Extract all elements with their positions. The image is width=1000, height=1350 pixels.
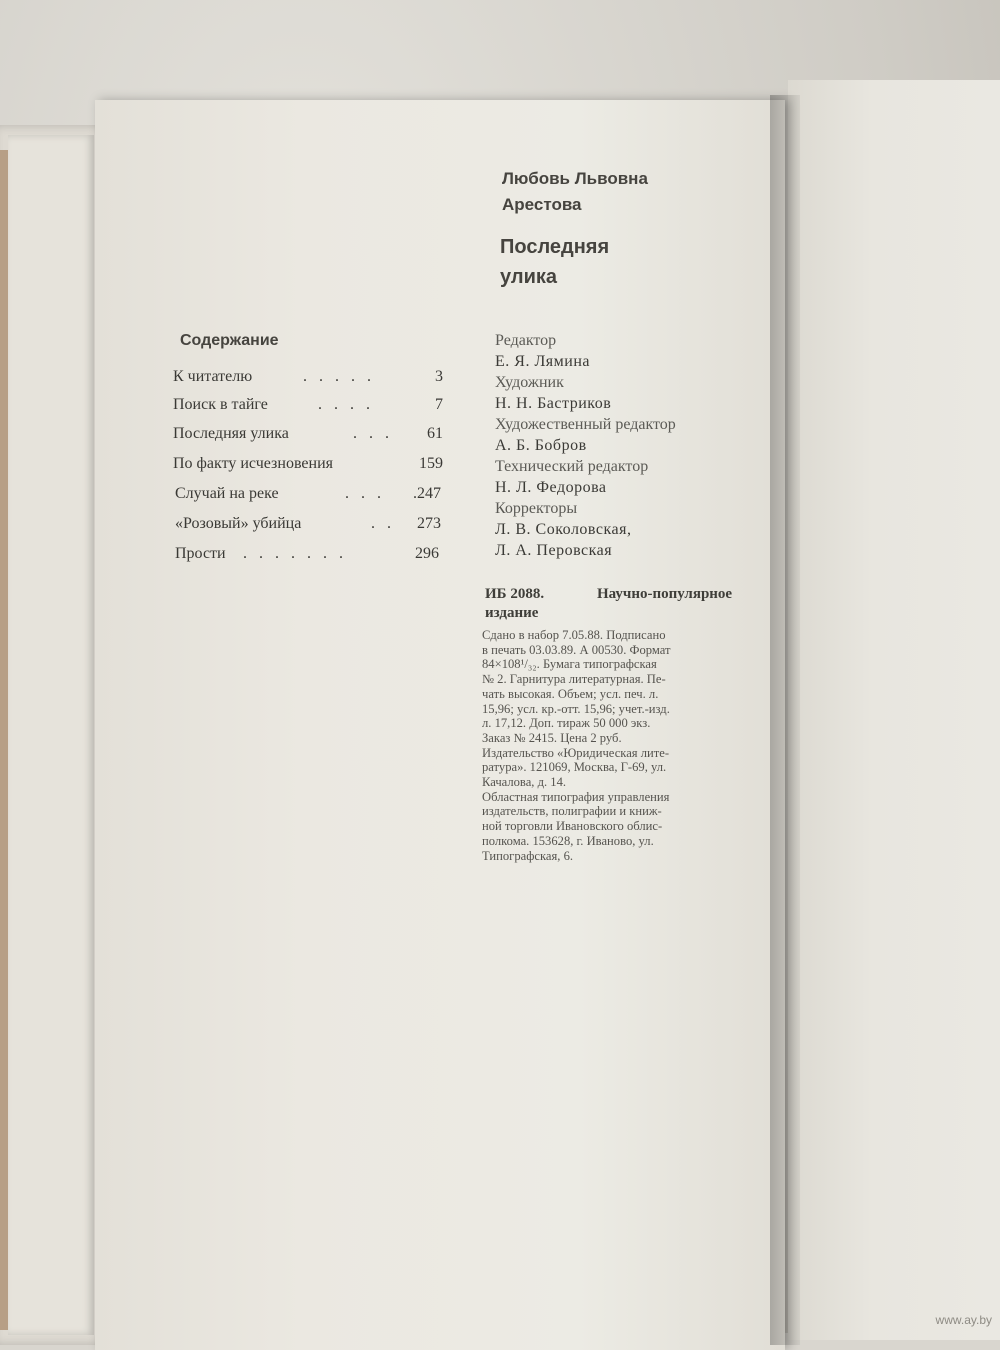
credit-tech-editor [495, 456, 676, 498]
table-of-contents [173, 368, 453, 592]
toc-entry-title: Прости [175, 545, 226, 562]
facing-page [788, 80, 1000, 1340]
credit-name: Л. А. Перовская [495, 542, 613, 559]
toc-heading: Содержание [180, 332, 279, 349]
imprint-line: ратура». 121069, Москва, Г-69, ул. [482, 760, 667, 775]
credit-role: Художник [495, 374, 564, 391]
previous-page-stack [8, 135, 94, 1335]
credit-role: Технический редактор [495, 458, 649, 475]
toc-entry-leader: . . . . . [303, 368, 375, 385]
edition-type: Научно-популярное [597, 586, 733, 602]
credit-name: Н. Н. Бастриков [495, 395, 612, 412]
imprint-line: Областная типография управления [482, 789, 670, 804]
book-title [500, 232, 609, 292]
imprint-line: 84×108¹/₃₂. Бумага типографская [482, 657, 657, 672]
toc-entry-page: 159 [419, 455, 443, 472]
imprint-line: издательств, полиграфии и книж- [482, 804, 662, 819]
credit-role: Художественный редактор [495, 416, 676, 433]
toc-entry-leader: . . . [353, 425, 393, 442]
toc-entry [173, 545, 453, 592]
book-gutter-shadow [770, 95, 800, 1345]
book-title-line-1: Последняя [500, 236, 610, 258]
credits-block [495, 330, 676, 561]
author-name [502, 166, 648, 218]
ib-number: ИБ 2088. [485, 586, 545, 602]
toc-entry-title: «Розовый» убийца [175, 515, 302, 532]
toc-entry-leader: . . . [345, 485, 385, 502]
toc-entry-page: 3 [435, 368, 443, 385]
credit-name: А. Б. Бобров [495, 437, 587, 454]
credit-artist [495, 372, 676, 414]
imprint-line: 15,96; усл. кр.-отт. 15,96; учет.-изд. [482, 701, 670, 716]
toc-entry-leader: . . [371, 515, 395, 532]
toc-entry-page: 273 [417, 515, 441, 532]
toc-entry-page: 296 [415, 545, 439, 562]
imprint-line: Заказ № 2415. Цена 2 руб. [482, 730, 622, 745]
toc-entry-title: Поиск в тайге [173, 396, 268, 413]
imprint-line: в печать 03.03.89. А 00530. Формат [482, 642, 671, 657]
author-first-names: Любовь Львовна [502, 169, 648, 188]
author-surname: Арестова [502, 195, 582, 214]
credit-name: Л. В. Соколовская, [495, 521, 632, 538]
publication-info [485, 585, 775, 623]
book-title-line-2: улика [500, 266, 557, 288]
credit-name: Е. Я. Лямина [495, 353, 591, 370]
watermark: www.ay.by [935, 1313, 992, 1327]
imprint-line: Типографская, 6. [482, 848, 574, 863]
toc-entry-page: 7 [435, 396, 443, 413]
credit-art-editor [495, 414, 676, 456]
credit-name: Н. Л. Федорова [495, 479, 607, 496]
imprint-line: л. 17,12. Доп. тираж 50 000 экз. [482, 716, 651, 731]
imprint-line: полкома. 153628, г. Иваново, ул. [482, 833, 654, 848]
toc-entry-title: К читателю [173, 368, 253, 385]
imprint-line: ной торговли Ивановского облис- [482, 819, 663, 834]
toc-entry-page: .247 [413, 485, 441, 502]
toc-entry-title: Последняя улика [173, 425, 289, 442]
imprint-line: Издательство «Юридическая лите- [482, 745, 670, 760]
toc-entry-title: Случай на реке [175, 485, 279, 502]
credit-role: Корректоры [495, 500, 578, 517]
toc-entry-leader: . . . . [318, 396, 374, 413]
imprint-line: чать высокая. Объем; усл. печ. л. [482, 686, 659, 701]
toc-entry-title: По факту исчезновения [173, 455, 333, 472]
toc-entry-page: 61 [427, 425, 443, 442]
credit-role: Редактор [495, 332, 557, 349]
imprint-block [482, 628, 774, 863]
imprint-line: № 2. Гарнитура литературная. Пе- [482, 672, 666, 687]
credit-proofreaders [495, 498, 676, 561]
imprint-line: Сдано в набор 7.05.88. Подписано [482, 628, 666, 642]
credit-editor [495, 330, 676, 372]
toc-entry-leader: . . . . . . . [243, 545, 347, 562]
imprint-line: Качалова, д. 14. [482, 775, 567, 790]
edition-type-cont: издание [485, 605, 539, 621]
